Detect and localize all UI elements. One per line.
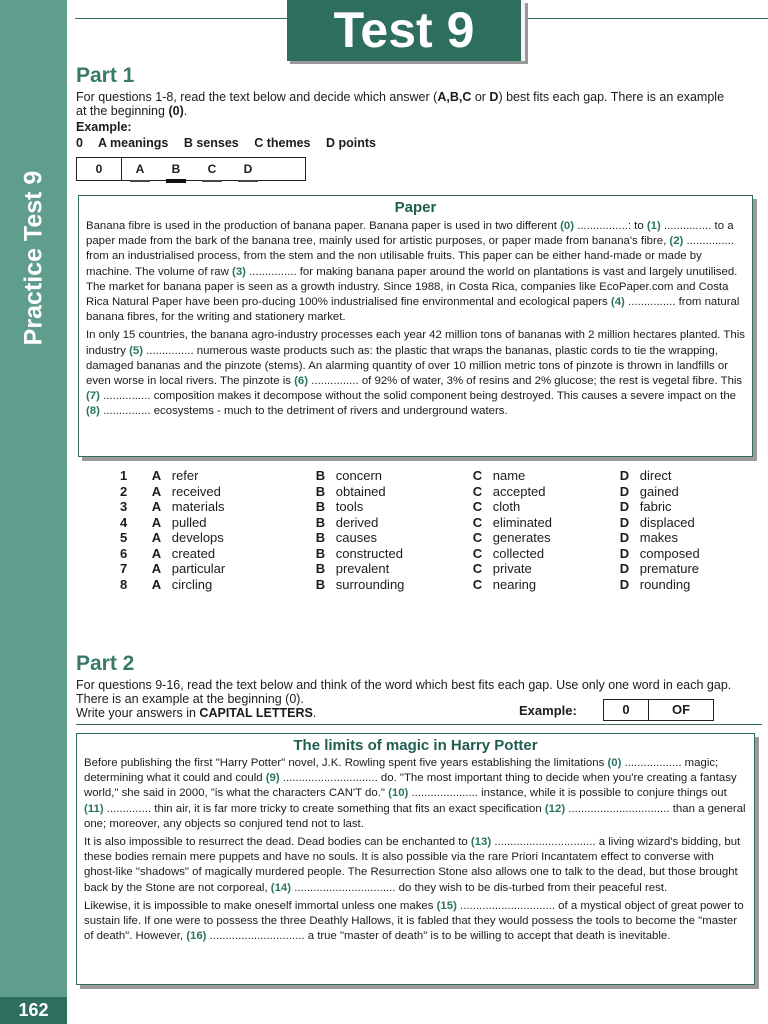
paper-text-box bbox=[78, 195, 753, 457]
option-letter: D bbox=[619, 530, 630, 545]
gap-number: (3) bbox=[232, 265, 246, 278]
part2-heading: Part 2 bbox=[76, 652, 135, 675]
part1-example-options bbox=[76, 136, 388, 150]
option-b bbox=[316, 530, 473, 546]
option-word: surrounding bbox=[335, 576, 405, 592]
option-word: received bbox=[171, 483, 221, 499]
bold-text: A,B,C bbox=[437, 90, 472, 104]
option-word: generates bbox=[492, 530, 551, 545]
option-a bbox=[152, 484, 316, 500]
option-a bbox=[152, 546, 316, 562]
harry-potter-title: The limits of magic in Harry Potter bbox=[293, 737, 538, 754]
option-row bbox=[120, 515, 720, 531]
option-word: accepted bbox=[492, 483, 546, 499]
part1-instructions: For questions 1-8, read the text below and decide which answer (A,B,C or D) best fits each gap. There is an example at the beginning (0). bbox=[76, 90, 725, 118]
option-d bbox=[620, 484, 720, 500]
option-word: derived bbox=[335, 514, 379, 530]
option-d bbox=[620, 499, 720, 515]
option-letter: B bbox=[315, 576, 326, 592]
option-c bbox=[473, 468, 620, 484]
example-number: 0 bbox=[76, 136, 83, 150]
option-a bbox=[152, 530, 316, 546]
option-c bbox=[473, 515, 620, 531]
gap-number: (7) bbox=[86, 390, 100, 403]
part2-instructions: For questions 9-16, read the text below and think of the word which best fits each gap. Use only one word in each gap. There is an example at the beginning (0). Write your answers in CAPITAL LETTERS. bbox=[76, 678, 732, 720]
option-b bbox=[316, 468, 473, 484]
option-a bbox=[152, 515, 316, 531]
part1-heading: Part 1 bbox=[76, 64, 135, 87]
sidebar bbox=[0, 0, 67, 1024]
option-letter: C bbox=[472, 483, 483, 499]
option-letter: C bbox=[472, 545, 483, 561]
question-number: 8 bbox=[120, 576, 128, 592]
gap-number: (14) bbox=[270, 881, 292, 894]
gap-number: (9) bbox=[265, 772, 280, 785]
test-title: Test 9 bbox=[287, 0, 525, 61]
gap-number: (10) bbox=[388, 787, 409, 800]
part2-example-answer: OF bbox=[671, 702, 691, 717]
paper-paragraph: In only 15 countries, the banana agro-industry processes each year 42 million tons of bananas with 2 million hectares planted. This industry (5) ............... numerous waste products such as: the plastic that wraps the bananas, plastic cords to tie the wrapping, damaged bananas and the pinzote (stems). An alarming quantity of over 10 million metric tons of pinzote is thrown in landfills or even worse in local rivers. The pinzote is (6) ............... of 92% of water, 3% of resins and 2% glucose; the rest is vegetal fibre. This (7) ............... composition makes it decompose without the solid component being destroyed. This causes a severe impact on the (8) ............... ecosystems - much to the detriment of rivers and underground waters. bbox=[86, 329, 745, 418]
option-row bbox=[120, 484, 720, 500]
gap-number: (0) bbox=[560, 220, 575, 232]
option-word: eliminated bbox=[492, 514, 553, 530]
option-letter: D bbox=[619, 514, 630, 530]
answer-sheet-option-c: C bbox=[194, 162, 230, 176]
harry-potter-text bbox=[77, 754, 754, 944]
harry-potter-paragraph: Likewise, it is impossible to make oneself immortal unless one makes (15) .............................. of a mystical object of great power to sustain life. If one were to possess the three Deathly Hallows, it is fabled that they would possess the tools to become the "master of death". However, (16) .............................. a true "master of death" is to be willing to accept that death is inevitable. bbox=[84, 899, 744, 943]
option-letter: A bbox=[151, 468, 162, 483]
option-letter: C bbox=[472, 530, 483, 545]
answer-sheet-number: 0 bbox=[77, 158, 122, 180]
option-word: cloth bbox=[492, 499, 521, 514]
answer-sheet-option-a: A bbox=[122, 162, 158, 176]
option-b bbox=[316, 484, 473, 500]
option-word: develops bbox=[171, 530, 224, 545]
page-number: 162 bbox=[0, 997, 67, 1024]
option-a bbox=[152, 499, 316, 515]
option-word: displaced bbox=[639, 514, 695, 530]
option-letter: B bbox=[315, 545, 326, 561]
example-answer-sheet bbox=[76, 157, 306, 181]
option-letter: A bbox=[151, 483, 162, 499]
option-letter: A bbox=[151, 545, 162, 561]
paper-title: Paper bbox=[394, 199, 437, 216]
option-word: collected bbox=[492, 545, 545, 561]
option-letter: B bbox=[315, 514, 326, 530]
question-number: 4 bbox=[120, 514, 128, 530]
option-d bbox=[620, 515, 720, 531]
option-row bbox=[120, 468, 720, 484]
option-letter: A bbox=[151, 576, 162, 592]
option-row bbox=[120, 546, 720, 562]
gap-number: (1) bbox=[646, 220, 661, 232]
part1-options-grid bbox=[120, 468, 720, 592]
bold-text: CAPITAL LETTERS bbox=[199, 706, 313, 720]
option-word: rounding bbox=[639, 576, 691, 592]
option-letter: B bbox=[315, 561, 326, 576]
option-b bbox=[316, 515, 473, 531]
option-word: makes bbox=[639, 530, 679, 545]
option-word: concern bbox=[335, 468, 382, 483]
option-letter: C bbox=[472, 514, 483, 530]
gap-number: (13) bbox=[470, 836, 492, 849]
option-letter: B bbox=[315, 499, 326, 514]
part2-example-label: Example: bbox=[519, 703, 577, 718]
option-c bbox=[473, 561, 620, 577]
option-d bbox=[620, 468, 720, 484]
option-b bbox=[316, 561, 473, 577]
option-letter: D bbox=[619, 545, 630, 561]
gap-number: (5) bbox=[129, 344, 143, 357]
option-word: created bbox=[171, 545, 216, 561]
option-letter: A bbox=[151, 561, 162, 576]
sidebar-label: Practice Test 9 bbox=[19, 170, 48, 346]
header-rule-right bbox=[525, 18, 768, 19]
option-word: pulled bbox=[171, 514, 207, 530]
option-letter: C bbox=[472, 561, 483, 576]
option-letter: D bbox=[619, 576, 630, 592]
option-letter: C bbox=[472, 499, 483, 514]
option-a bbox=[152, 561, 316, 577]
option-word: gained bbox=[639, 483, 679, 499]
question-number: 6 bbox=[120, 545, 128, 561]
gap-number: (4) bbox=[610, 296, 625, 309]
option-word: premature bbox=[639, 561, 699, 576]
header-rule-left bbox=[75, 18, 287, 19]
question-number: 2 bbox=[120, 483, 128, 499]
answer-sheet-option-b: B bbox=[158, 162, 194, 176]
example-option: B senses bbox=[183, 136, 239, 150]
option-word: refer bbox=[171, 468, 199, 483]
option-d bbox=[620, 530, 720, 546]
option-word: nearing bbox=[492, 576, 537, 592]
gap-number: (15) bbox=[436, 899, 457, 912]
question-number: 7 bbox=[120, 561, 128, 576]
option-b bbox=[316, 546, 473, 562]
gap-number: (6) bbox=[294, 375, 309, 388]
option-letter: D bbox=[619, 468, 630, 483]
option-row bbox=[120, 577, 720, 593]
option-c bbox=[473, 546, 620, 562]
option-word: name bbox=[492, 468, 526, 483]
paper-paragraph: Banana fibre is used in the production of banana paper. Banana paper is used in two different (0) ................: to (1) ............... to a paper made from the bark of the banana tree, mainly used for artistic purposes, or paper made from banana's fibre, (2) ............... from an industrialised process, from the stem and the non utilisable fruits. This paper can be either hand-made or made by machine. The volume of raw (3) ............... for making banana paper around the world on plantations is vast and largely unutilised. The market for banana paper is seen as a growth industry. Since 1988, in Costa Rica, companies like EcoPaper.com and Costa Rica Natural Paper have been pro-ducing 100% industrialised fine environmental and ecological papers (4) ............... from natural banana fibres, for the writing and stationery market. bbox=[86, 220, 740, 324]
option-word: circling bbox=[171, 576, 213, 592]
option-word: composed bbox=[639, 545, 700, 561]
option-c bbox=[473, 484, 620, 500]
harry-potter-paragraph: Before publishing the first "Harry Potter" novel, J.K. Rowling spent five years establishing the limitations (0) .................. magic; determining what it could and could (9) .............................. do. "The most important thing to decide when you're creating a fantasy world," she said in 2000, "is what the characters CAN'T do." (10) ..................... instance, while it is possible to conjure things out (11) .............. thin air, it is far more tricky to create something that fits an exact specification (12) ................................ than a general one; moreover, any objects so conjured tend not to last. bbox=[84, 757, 746, 830]
gap-number: (0) bbox=[607, 757, 622, 769]
option-d bbox=[620, 577, 720, 593]
gap-number: (2) bbox=[669, 235, 684, 248]
option-word: obtained bbox=[335, 483, 386, 499]
harry-potter-paragraph: It is also impossible to resurrect the dead. Dead bodies can be enchanted to (13) ................................ a living wizard's bidding, but these bodies remain mere puppets and have no souls. It is also possible via the rare Priori Incantatem effect to converse with ghost-like "shadows" of magically murdered people. The Resurrection Stone also allows one to talk to the dead, but those brought back by the Stone are not corporeal, (14) ................................ do they wish to be dis-turbed from their peaceful rest. bbox=[84, 836, 741, 894]
option-row bbox=[120, 561, 720, 577]
option-letter: A bbox=[151, 499, 162, 514]
option-letter: D bbox=[619, 499, 630, 514]
part1-example-label: Example: bbox=[76, 120, 132, 134]
question-number: 1 bbox=[120, 468, 128, 483]
option-word: particular bbox=[171, 561, 226, 576]
option-letter: A bbox=[151, 514, 162, 530]
part2-example-box bbox=[603, 699, 714, 721]
option-word: tools bbox=[335, 499, 364, 514]
gap-number: (16) bbox=[186, 930, 207, 943]
option-word: private bbox=[492, 561, 532, 576]
gap-number: (8) bbox=[86, 405, 100, 418]
option-word: causes bbox=[335, 530, 377, 545]
option-word: fabric bbox=[639, 499, 672, 514]
part2-rule bbox=[76, 724, 762, 725]
option-c bbox=[473, 499, 620, 515]
question-number: 3 bbox=[120, 499, 128, 514]
part2-example-number: 0 bbox=[604, 700, 649, 720]
option-word: prevalent bbox=[335, 561, 390, 576]
question-number: 5 bbox=[120, 530, 128, 545]
option-c bbox=[473, 530, 620, 546]
option-d bbox=[620, 561, 720, 577]
option-b bbox=[316, 499, 473, 515]
option-d bbox=[620, 546, 720, 562]
option-row bbox=[120, 499, 720, 515]
option-a bbox=[152, 468, 316, 484]
example-option: D points bbox=[326, 136, 376, 150]
option-letter: C bbox=[472, 576, 483, 592]
gap-number: (11) bbox=[84, 802, 104, 815]
paper-text bbox=[79, 216, 752, 420]
option-letter: B bbox=[315, 530, 326, 545]
example-option: C themes bbox=[254, 136, 311, 150]
option-c bbox=[473, 577, 620, 593]
option-letter: D bbox=[619, 483, 630, 499]
option-letter: C bbox=[472, 468, 483, 483]
option-word: constructed bbox=[335, 545, 403, 561]
option-b bbox=[316, 577, 473, 593]
option-letter: A bbox=[151, 530, 162, 545]
example-option: A meanings bbox=[97, 136, 169, 150]
option-a bbox=[152, 577, 316, 593]
option-word: materials bbox=[171, 499, 225, 514]
option-word: direct bbox=[639, 468, 672, 483]
option-letter: B bbox=[315, 483, 326, 499]
bold-text: (0) bbox=[168, 104, 184, 118]
option-letter: B bbox=[315, 468, 326, 483]
option-letter: D bbox=[619, 561, 630, 576]
gap-number: (12) bbox=[544, 802, 566, 815]
harry-potter-text-box bbox=[76, 733, 755, 985]
option-row bbox=[120, 530, 720, 546]
bold-text: D bbox=[489, 90, 499, 104]
answer-sheet-option-d: D bbox=[230, 162, 266, 176]
